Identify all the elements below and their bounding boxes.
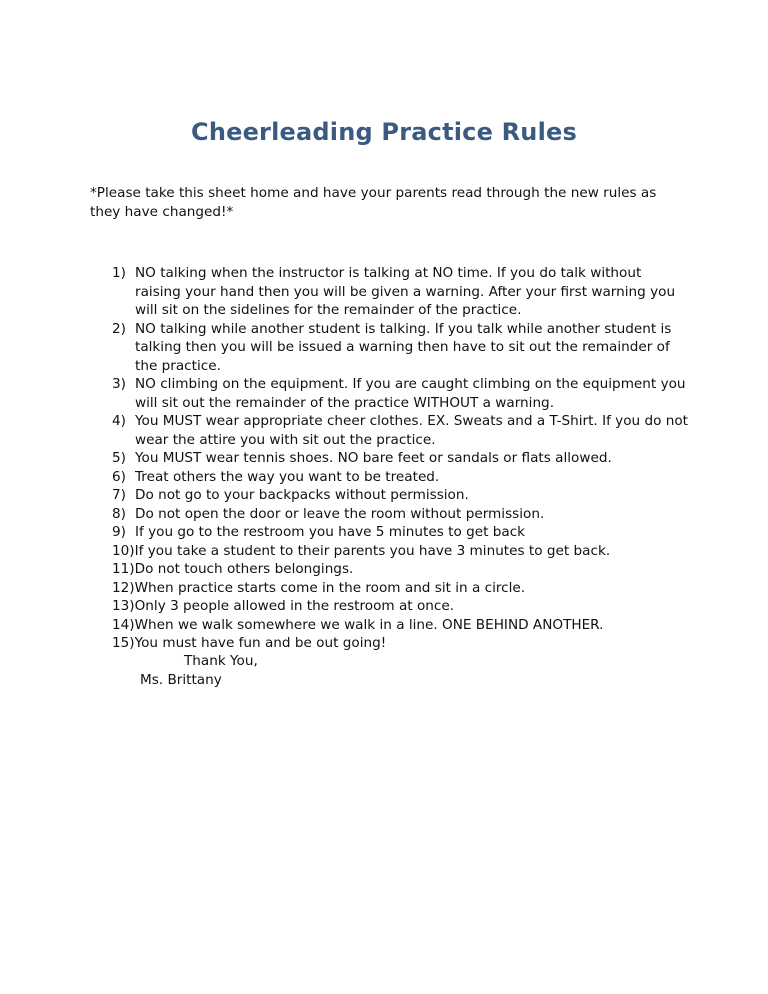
- rule-item: [90, 579, 690, 598]
- rule-number: 3): [112, 376, 126, 392]
- rule-number: 7): [112, 487, 126, 503]
- rule-item: [90, 468, 690, 487]
- rule-text: If you take a student to their parents you have 3 minutes to get back.: [134, 542, 611, 559]
- rule-text: When practice starts come in the room and sit in a circle.: [134, 579, 526, 596]
- rule-number: 13): [112, 598, 135, 614]
- rule-text: When we walk somewhere we walk in a line. ONE BEHIND ANOTHER.: [134, 616, 604, 633]
- rule-item: [90, 560, 690, 579]
- rule-text: NO talking while another student is talking. If you talk while another student is talking then you will be issued a warning then have to sit out the remainder of the practice.: [135, 320, 672, 374]
- rule-item: [90, 542, 690, 561]
- rule-number: 14): [112, 616, 135, 633]
- rule-number: 8): [112, 505, 126, 522]
- rule-text: You must have fun and be out going!: [134, 635, 387, 651]
- rule-item: [90, 449, 690, 468]
- rule-text: Treat others the way you want to be treated.: [135, 468, 440, 485]
- rule-text: Do not go to your backpacks without permission.: [135, 487, 469, 503]
- rule-item: [90, 523, 690, 542]
- rule-text: NO climbing on the equipment. If you are caught climbing on the equipment you will sit out the remainder of the practice WITHOUT a warning.: [135, 376, 686, 411]
- rule-number: 2): [112, 320, 126, 337]
- rule-item: [90, 486, 690, 505]
- rule-number: 1): [112, 265, 126, 281]
- rule-item: [90, 616, 690, 635]
- rule-text: Only 3 people allowed in the restroom at once.: [134, 598, 455, 614]
- rule-text: You MUST wear tennis shoes. NO bare feet or sandals or flats allowed.: [135, 450, 612, 466]
- rule-item: [90, 634, 690, 653]
- rule-item: [90, 375, 690, 412]
- closing-signer: Ms. Brittany: [140, 672, 222, 688]
- rule-item: [90, 412, 690, 449]
- rule-number: 15): [112, 635, 135, 651]
- closing-block: [140, 652, 258, 690]
- page-title: Cheerleading Practice Rules: [191, 118, 577, 146]
- rule-item: [90, 597, 690, 616]
- parent-note: *Please take this sheet home and have your parents read through the new rules as they have changed!*: [90, 185, 657, 220]
- rules-list: [90, 264, 690, 653]
- rule-number: 10): [112, 542, 135, 559]
- rule-text: Do not touch others belongings.: [134, 561, 354, 577]
- rule-text: NO talking when the instructor is talking at NO time. If you do talk without raising your hand then you will be given a warning. After your first warning you will sit on the sidelines for the remainder of the practice.: [135, 265, 676, 318]
- rule-number: 9): [112, 524, 126, 540]
- rule-item: [90, 505, 690, 524]
- rule-number: 4): [112, 413, 126, 429]
- rule-number: 6): [112, 468, 126, 485]
- rule-number: 11): [112, 561, 135, 577]
- rule-number: 12): [112, 579, 135, 596]
- rule-text: Do not open the door or leave the room without permission.: [135, 505, 545, 522]
- rule-item: [90, 264, 690, 320]
- rule-item: [90, 320, 690, 376]
- rule-number: 5): [112, 450, 126, 466]
- closing-thanks: Thank You,: [184, 653, 258, 669]
- rule-text: If you go to the restroom you have 5 minutes to get back: [135, 524, 526, 540]
- rule-text: You MUST wear appropriate cheer clothes. EX. Sweats and a T-Shirt. If you do not wear the attire you with sit out the practice.: [135, 413, 689, 448]
